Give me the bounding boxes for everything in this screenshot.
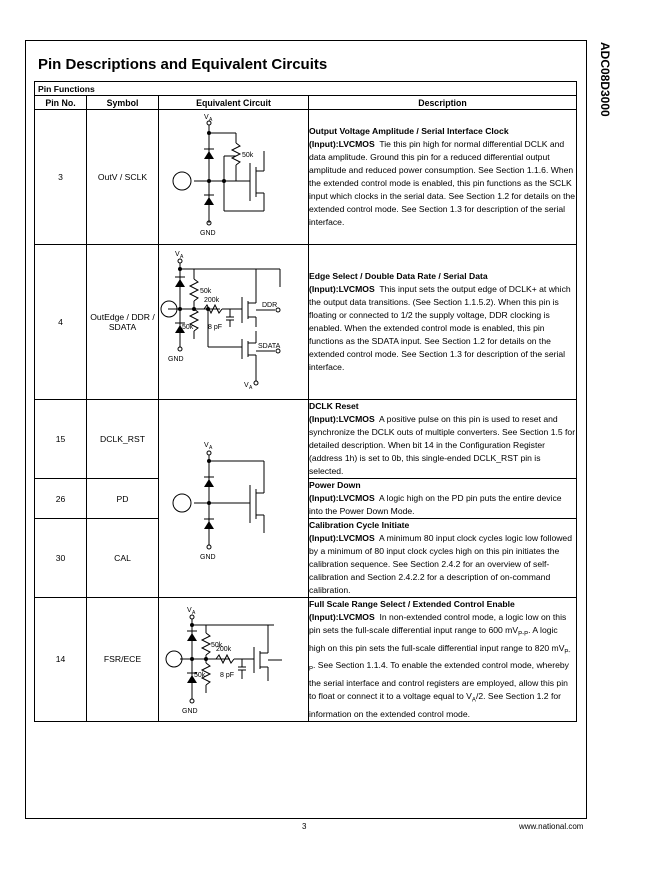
side-part-number: ADC08D3000 [598,42,612,117]
page-number: 3 [302,822,307,831]
va-label: V [243,382,249,389]
va-subscript: A [179,254,183,260]
description-text-a: In non-extended control mode, a logic low on this pin sets the full-scale differential input range to 600 mV [309,612,567,635]
description-text: This input sets the output edge of DCLK+ at which the output data transitions. (See Section 1.1.5.2). When this pin is floating or connected to 1/2 the supply voltage, DDR clocking is enabled. When the extended control mode is enabled, this pin functions as the SDATA input. See Section 1.2 for details on the extended control mode. See Section 1.3 for description of the serial interface. [309,284,571,372]
gnd-label: GND [199,230,216,237]
pin-number: 14 [35,598,87,722]
pin-symbol: DCLK_RST [87,400,159,479]
va-label: V [186,607,192,615]
description-title: Output Voltage Amplitude / Serial Interface Clock [309,126,509,136]
table-row [35,598,577,722]
description-type: (Input):LVCMOS [309,414,375,424]
pin-description [309,479,577,519]
table-header-row [35,96,577,110]
gnd-label: GND [167,356,184,363]
resistor-label: 50k [181,324,193,331]
pin-number: 4 [35,245,87,400]
pin-symbol: OutV / SCLK [87,110,159,245]
header-description: Description [309,96,577,110]
description-title: Edge Select / Double Data Rate / Serial Data [309,271,488,281]
equivalent-circuit [159,110,309,245]
equivalent-circuit [159,598,309,722]
header-equivalent-circuit: Equivalent Circuit [159,96,309,110]
circuit-diagram-logic-input [164,433,304,565]
circuit-diagram-outedge [160,247,308,397]
pin-description [309,400,577,479]
description-title: DCLK Reset [309,401,359,411]
description-text-d: /2. See Section 1.2 for information on the extended control mode. [309,691,561,719]
pin-number: 3 [35,110,87,245]
pin-number: 30 [35,519,87,598]
description-title: Calibration Cycle Initiate [309,520,410,530]
va-label: V [203,114,209,121]
description-title: Power Down [309,480,361,490]
footer-url: www.national.com [519,822,584,831]
pin-description [309,245,577,400]
va-subscript: A [208,444,212,451]
pin-description [309,519,577,598]
va-label: V [203,441,209,449]
pin-description [309,598,577,722]
capacitor-label: 8 pF [219,672,234,680]
description-text: A logic high on the PD pin puts the entire device into the Power Down Mode. [309,493,562,516]
pin-description [309,110,577,245]
footer-rule [25,818,586,819]
sdata-label: SDATA [257,343,280,350]
pin-functions-table [34,81,577,722]
pin-symbol: FSR/ECE [87,598,159,722]
resistor-label: 50k [193,672,205,680]
resistor-200k-label: 200k [203,297,219,304]
equivalent-circuit [159,245,309,400]
ddr-label: DDR [261,302,277,309]
resistor-label: 50k [241,152,253,159]
subscript-pp: P-P [309,649,571,674]
page-title: Pin Descriptions and Equivalent Circuits [38,56,328,73]
pin-symbol: PD [87,479,159,519]
resistor-label: 50k [210,642,222,650]
description-text: A minimum 80 input clock cycles logic low followed by a minimum of 80 input clock cycles high on this pin initiates the calibration sequence. See Section 2.4.2 for an overview of self-calibration and Section 2.4.2.2 for a description of on-command calibration. [309,533,572,595]
equivalent-circuit [159,400,309,598]
description-type: (Input):LVCMOS [309,284,375,294]
pin-number: 15 [35,400,87,479]
description-type: (Input):LVCMOS [309,612,375,622]
subscript-a: A [471,697,476,704]
table-caption: Pin Functions [35,82,577,96]
pin-symbol: OutEdge / DDR / SDATA [87,245,159,400]
resistor-label: 50k [199,288,211,295]
description-text-b: . A logic high on this pin sets the full-scale differential input range to 820 mV [309,625,565,653]
circuit-diagram-fsr [164,603,304,715]
resistor-200k-label: 200k [215,646,231,654]
description-text-c: . See Section 1.1.4. To enable the extended control mode, whereby the serial interface and control registers are employed, allow this pin to float or connect it to a voltage equal to V [309,660,569,702]
va-label: V [174,251,180,258]
header-pin-no: Pin No. [35,96,87,110]
capacitor-label: 8 pF [207,324,222,331]
description-title: Full Scale Range Select / Extended Control Enable [309,599,515,609]
description-type: (Input):LVCMOS [309,493,375,503]
header-symbol: Symbol [87,96,159,110]
pin-number: 26 [35,479,87,519]
description-text: A positive pulse on this pin is used to reset and synchronize the DCLK outs of multiple converters. See Section 1.5 for detailed description. When bit 14 in the Configuration Register (address 1h) is set to 0b, this single-ended DCLK_RST pin is selected. [309,414,576,476]
description-type: (Input):LVCMOS [309,533,375,543]
description-text: Tie this pin high for normal differential DCLK and data amplitude. Ground this pin for a reduced differential output amplitude and reduced power consumption. See Section 1.1.6. When the extended control mode is enabled, this pin functions as the SCLK input which clocks in the serial data. See Section 1.2 for details on the extended control mode. See Section 1.3 for description of the serial interface. [309,139,576,227]
subscript-pp: P-P [518,631,529,638]
pin-symbol: CAL [87,519,159,598]
table-row [35,400,577,479]
va-subscript: A [248,385,252,391]
circuit-diagram-outv [164,111,304,243]
table-row [35,110,577,245]
gnd-label: GND [199,553,216,561]
gnd-label: GND [181,708,198,716]
table-row [35,245,577,400]
va-subscript: A [191,610,195,617]
description-type: (Input):LVCMOS [309,139,375,149]
va-subscript: A [208,117,212,123]
